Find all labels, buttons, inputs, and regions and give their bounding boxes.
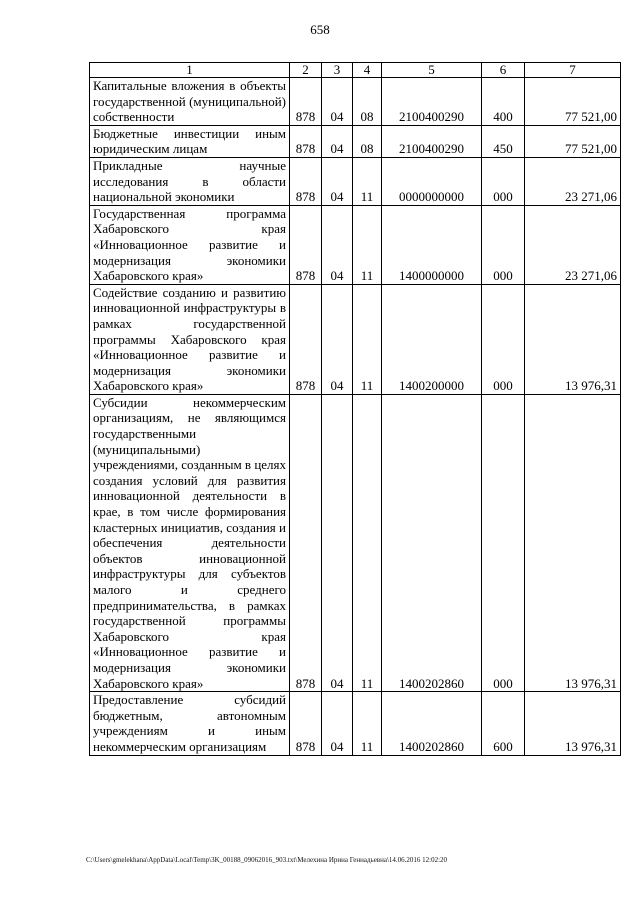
row-section: 04 <box>322 394 353 691</box>
row-name: Предоставление субсидий бюджетным, автономным учреждениям и иным некоммерческим организациям <box>90 692 290 755</box>
row-name: Субсидии некоммерческим организациям, не являющимся государственными (муниципальными) учреждениями, созданным в целях создания условий для развития инновационной деятельности в крае, в том числе формирования кластерных инициатив, создания и обеспечения деятельности объектов инновационной инфраструктуры для субъектов малого и среднего предпринимательства, в рамках государственной программы Хабаровского края «Инновационное развитие и модернизация экономики Хабаровского края» <box>90 394 290 691</box>
table-header-row <box>90 63 621 78</box>
row-expense-type: 000 <box>482 394 525 691</box>
table-row <box>90 78 621 126</box>
row-target-article: 1400202860 <box>382 394 482 691</box>
row-target-article: 1400000000 <box>382 205 482 284</box>
row-amount: 13 976,31 <box>525 284 621 394</box>
row-expense-type: 450 <box>482 125 525 157</box>
row-ministry-code: 878 <box>290 284 322 394</box>
row-section: 04 <box>322 125 353 157</box>
row-subsection: 11 <box>353 692 382 755</box>
table-row <box>90 205 621 284</box>
row-expense-type: 600 <box>482 692 525 755</box>
table-row <box>90 394 621 691</box>
row-target-article: 1400200000 <box>382 284 482 394</box>
row-ministry-code: 878 <box>290 692 322 755</box>
row-target-article: 2100400290 <box>382 78 482 126</box>
row-ministry-code: 878 <box>290 125 322 157</box>
row-ministry-code: 878 <box>290 394 322 691</box>
row-ministry-code: 878 <box>290 157 322 205</box>
row-expense-type: 000 <box>482 157 525 205</box>
row-amount: 13 976,31 <box>525 394 621 691</box>
table-row <box>90 125 621 157</box>
row-section: 04 <box>322 692 353 755</box>
column-header: 4 <box>353 63 382 78</box>
row-name: Государственная программа Хабаровского края «Инновационное развитие и модернизация экономики Хабаровского края» <box>90 205 290 284</box>
row-subsection: 08 <box>353 78 382 126</box>
column-header: 2 <box>290 63 322 78</box>
table-row <box>90 692 621 755</box>
row-amount: 77 521,00 <box>525 78 621 126</box>
row-target-article: 2100400290 <box>382 125 482 157</box>
table-row <box>90 284 621 394</box>
row-amount: 13 976,31 <box>525 692 621 755</box>
row-subsection: 11 <box>353 157 382 205</box>
row-target-article: 1400202860 <box>382 692 482 755</box>
row-target-article: 0000000000 <box>382 157 482 205</box>
column-header: 5 <box>382 63 482 78</box>
row-name: Капитальные вложения в объекты государственной (муниципальной) собственности <box>90 78 290 126</box>
row-ministry-code: 878 <box>290 78 322 126</box>
budget-table <box>89 62 621 756</box>
column-header: 6 <box>482 63 525 78</box>
row-section: 04 <box>322 78 353 126</box>
row-subsection: 08 <box>353 125 382 157</box>
table-row <box>90 157 621 205</box>
row-section: 04 <box>322 284 353 394</box>
row-subsection: 11 <box>353 394 382 691</box>
row-ministry-code: 878 <box>290 205 322 284</box>
page-number: 658 <box>310 22 330 37</box>
row-name: Содействие созданию и развитию инновационной инфраструктуры в рамках государственной программы Хабаровского края «Инновационное развитие и модернизация экономики Хабаровского края» <box>90 284 290 394</box>
column-header: 3 <box>322 63 353 78</box>
row-name: Бюджетные инвестиции иным юридическим лицам <box>90 125 290 157</box>
column-header: 7 <box>525 63 621 78</box>
row-section: 04 <box>322 157 353 205</box>
row-subsection: 11 <box>353 284 382 394</box>
row-name: Прикладные научные исследования в области национальной экономики <box>90 157 290 205</box>
row-expense-type: 000 <box>482 284 525 394</box>
row-expense-type: 000 <box>482 205 525 284</box>
file-path-footer: C:\Users\gmelekhana\AppData\Local\Temp\3K_00188_09062016_903.txt\Мелехина Ирина Геннадьевна\14.06.2016 12:02:20 <box>86 856 448 864</box>
row-subsection: 11 <box>353 205 382 284</box>
row-amount: 23 271,06 <box>525 205 621 284</box>
row-expense-type: 400 <box>482 78 525 126</box>
row-section: 04 <box>322 205 353 284</box>
column-header: 1 <box>90 63 290 78</box>
row-amount: 77 521,00 <box>525 125 621 157</box>
row-amount: 23 271,06 <box>525 157 621 205</box>
